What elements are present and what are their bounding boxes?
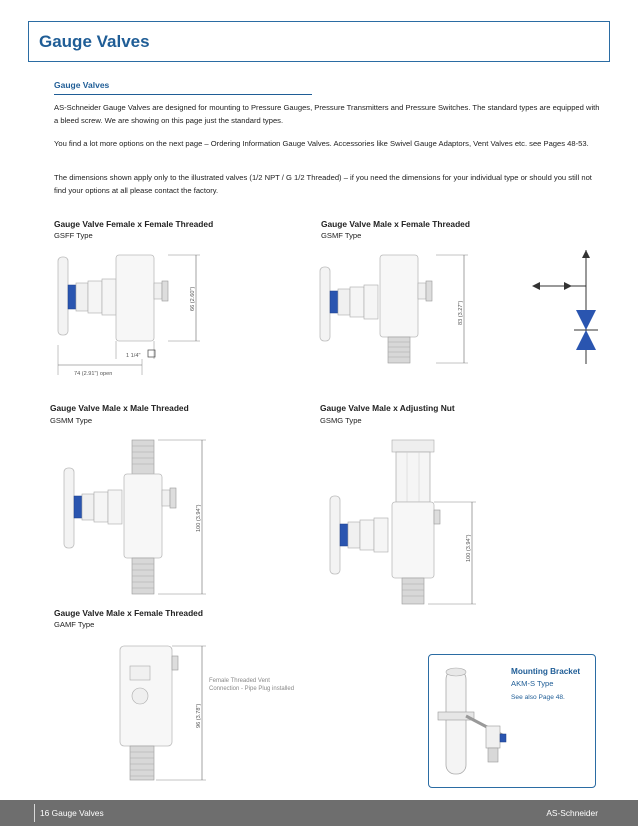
gsmm-title: Gauge Valve Male x Male Threaded [50,403,189,413]
intro-paragraph-3: The dimensions shown apply only to the illustrated valves (1/2 NPT / G 1/2 Threaded) – if you need the dimensions for your individual type or should you still not find your options at all please contact the factory. [54,173,592,195]
gamf-height-dim: 96 (3.78") [196,703,202,728]
section-title: Gauge Valves [54,80,110,90]
gsmm-height-dim: 100 (3.94") [196,504,202,532]
gsmm-type: GSMM Type [50,416,93,425]
gsff-drawing [50,245,210,380]
valve-symbol-icon [530,248,610,368]
intro-paragraph-2: You find a lot more options on the next page – Ordering Information Gauge Valves. Accessories like Swivel Gauge Adaptors, Vent Valves etc. see Pages 48-53. [54,139,589,148]
page-footer [0,800,638,826]
gsff-wrench-dim: 1 1/4" [126,353,141,359]
gamf-drawing [100,636,210,786]
bracket-type: AKM-S Type [511,679,554,688]
footer-divider [34,804,35,822]
bracket-title: Mounting Bracket [511,667,581,676]
intro-paragraph-1: AS-Schneider Gauge Valves are designed for mounting to Pressure Gauges, Pressure Transmitters and Pressure Switches. The standard types are equipped with a bleed screw. We are showing on this page just the standard types. [54,103,600,125]
gsmg-height-dim: 100 (3.94") [466,534,472,562]
gsmg-type: GSMG Type [320,416,362,425]
gsmf-title: Gauge Valve Male x Female Threaded [321,219,470,229]
gsmm-drawing [50,430,220,605]
page-title: Gauge Valves [39,32,150,51]
gsff-type: GSFF Type [54,231,93,240]
gsmf-drawing [312,245,482,365]
mounting-bracket-drawing [434,664,510,784]
section-rule [54,94,312,95]
gamf-title: Gauge Valve Male x Female Threaded [54,608,203,618]
bracket-see-also: See also Page 48. [511,694,565,701]
gsff-width-dim: 74 (2.91") open [74,371,113,377]
footer-company: AS-Schneider [546,808,598,818]
gsmf-type: GSMF Type [321,231,362,240]
gsmg-title: Gauge Valve Male x Adjusting Nut [320,403,455,413]
gsff-title: Gauge Valve Female x Female Threaded [54,219,214,229]
gsff-height-dim: 66 (2.60") [190,286,196,311]
gsmf-height-dim: 83 (3.27") [458,300,464,325]
gamf-vent-note: Female Threaded Vent Connection - Pipe Plug installed [209,678,295,692]
gsmg-drawing [316,430,486,610]
gamf-type: GAMF Type [54,620,95,629]
footer-page-label: 16 Gauge Valves [40,808,104,818]
page-header [28,21,610,62]
